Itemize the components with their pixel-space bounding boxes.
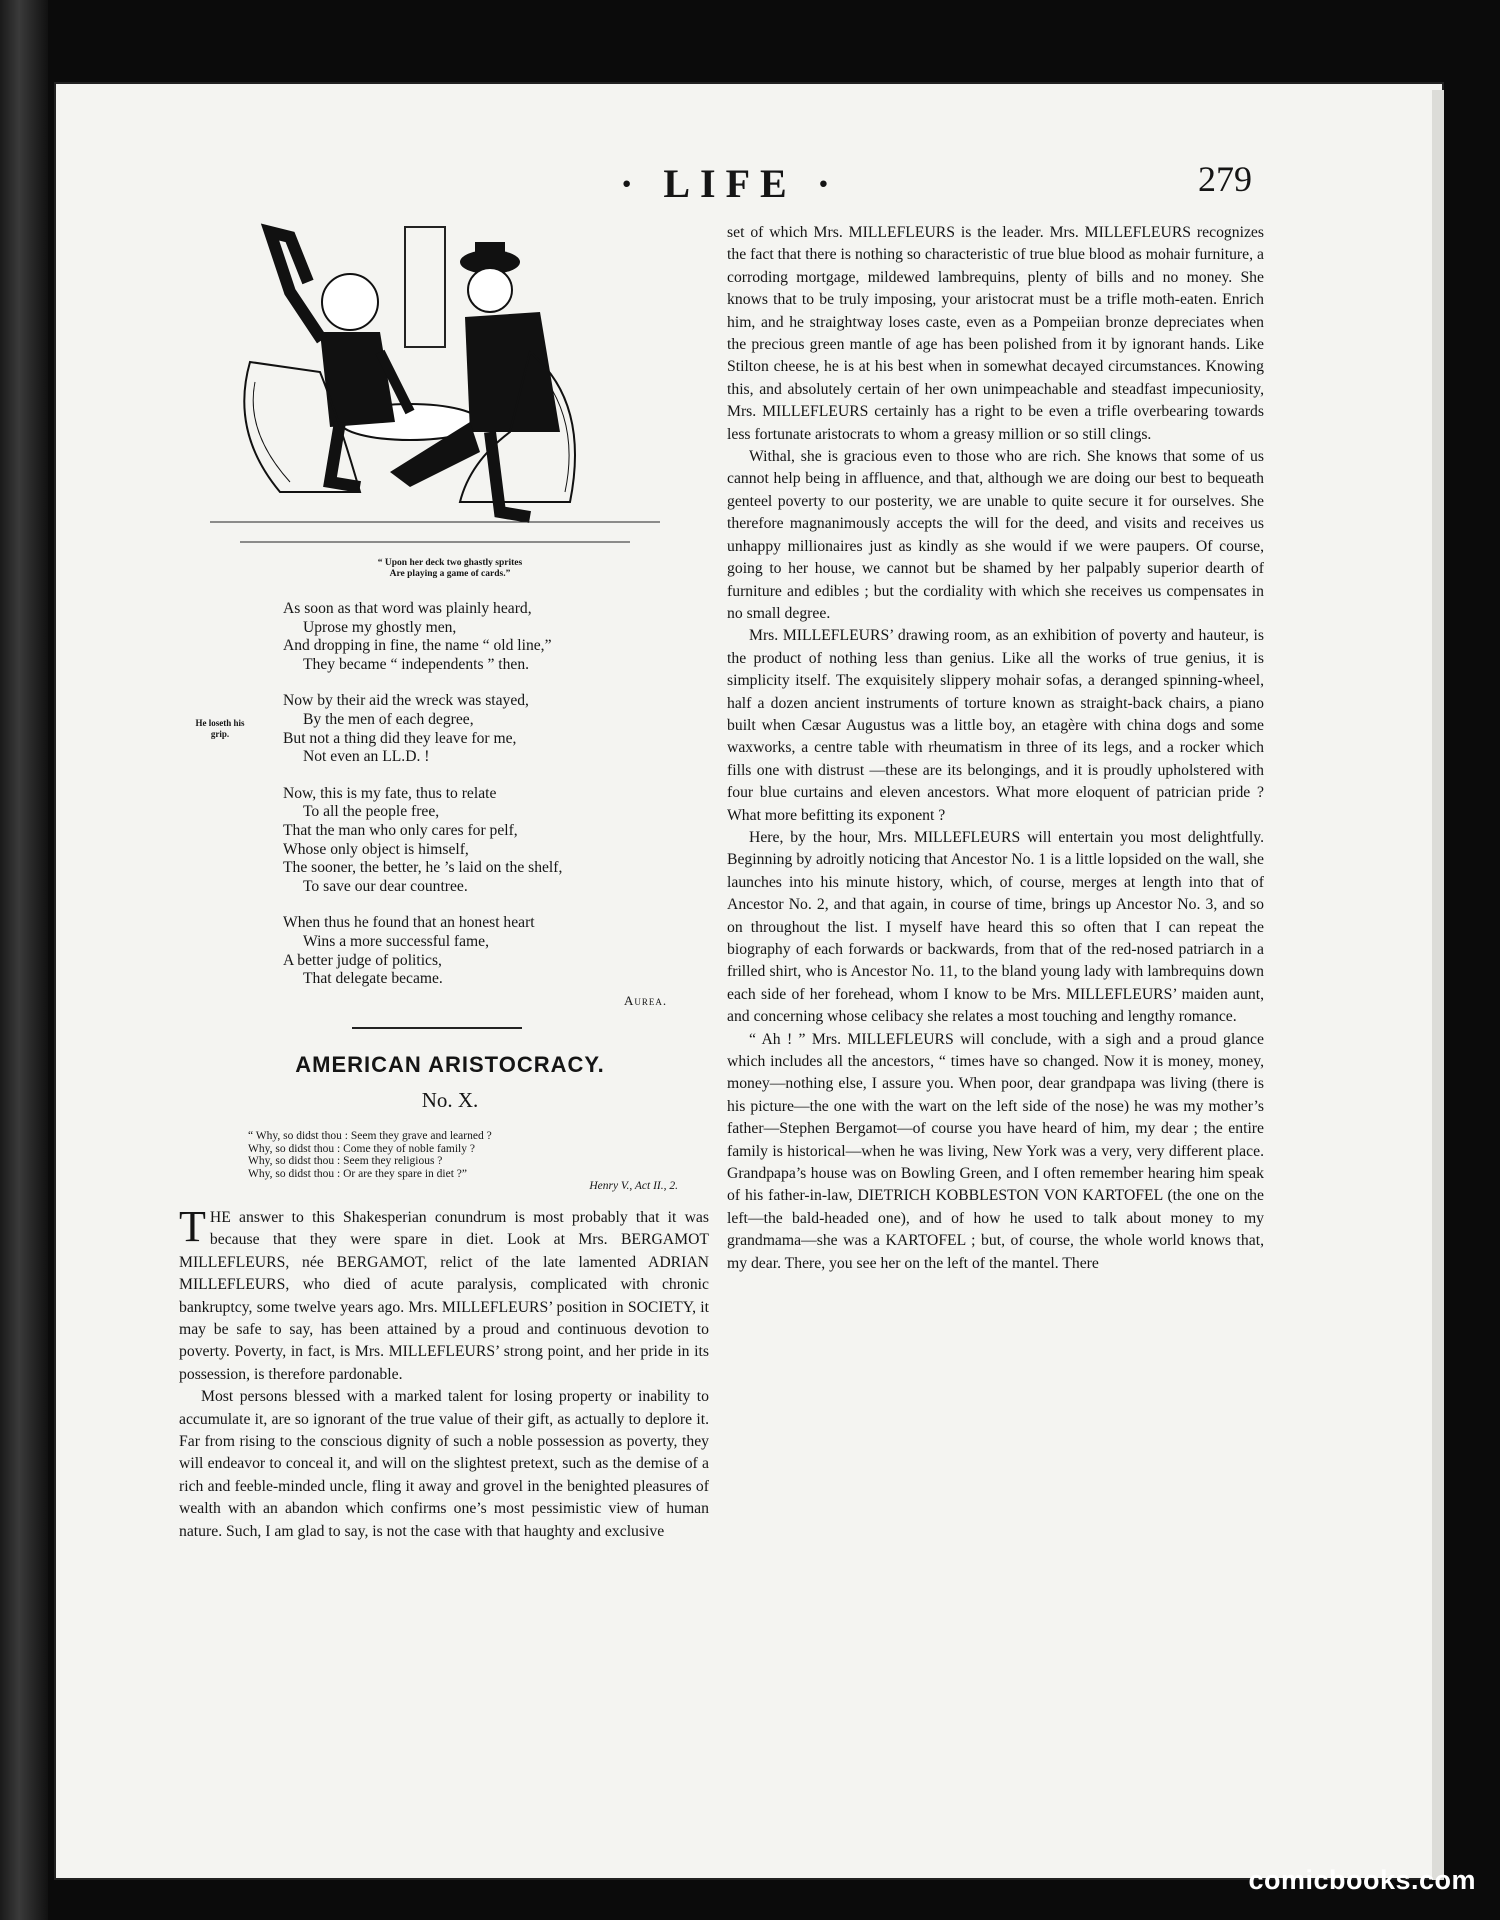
poem-stanza	[283, 785, 693, 897]
site-watermark: comicbooks.com	[1248, 1865, 1476, 1895]
book-spine-edge	[0, 0, 48, 1920]
poem-line: That delegate became.	[303, 970, 443, 988]
poem-line: To all the people free,	[303, 803, 440, 821]
poem-line: They became “ independents ” then.	[303, 655, 530, 673]
poem-line: That the man who only cares for pelf,	[283, 821, 518, 839]
poem-line: Not even an LL.D. !	[303, 748, 430, 766]
article-headline: AMERICAN ARISTOCRACY.	[295, 1052, 605, 1077]
masthead: · LIFE ·	[620, 161, 841, 206]
article-paragraph: Here, by the hour, Mrs. MILLEFLEURS will entertain you most delightfully. Beginning by adroitly noticing that Ancestor No. 1 is a little lopsided on the wall, she launches into his minute history, which, of course, merges at length into that of Ancestor No. 2, and that again, in course of time, brings up Ancestor No. 3, and so on throughout the list. I myself have heard this so often that I can repeat the biography of each forwards or backwards, from that of the red-nosed patriarch in a frilled shirt, who is Ancestor No. 11, to the bland young lady with lambrequins down each side of her forehead, whom I know to be Mrs. MILLEFLEURS’ maiden aunt, and concerning whose celibacy she relates a most touching and lengthy romance.	[727, 828, 1264, 1026]
illustration-caption	[300, 558, 600, 580]
poem-line: By the men of each degree,	[303, 710, 474, 728]
page-number: 279	[1198, 159, 1252, 199]
poem-line: And dropping in fine, the name “ old line,”	[283, 637, 552, 655]
epigraph-line: Why, so didst thou : Or are they spare in diet ?”	[248, 1167, 467, 1180]
section-divider	[352, 1027, 522, 1029]
article-paragraph: “ Ah ! ” Mrs. MILLEFLEURS will conclude, with a sigh and a proud glance which includes all the ancestors, “ times have so changed. Now it is money, money, money—nothing else, I assure you. When poor, dear grandpapa was living (there is his picture—the one with the wart on the left side of the nose) he was my mother’s father—Stephen Bergamot—of course you have heard of him, my dear ; the entire family is historical—when he was living, New York was a very, very different place. Grandpapa’s house was on Bowling Green, and I often remember hearing him speak of his father-in-law, DIETRICH KOBBLESTON VON KARTOFEL (the one on the left—the bald-headed one), and of how he used to talk about money to my grandmama—she was a KARTOFEL ; but, of course, the whole world knows that, my dear. There, you see her on the left of the mantel. There	[727, 1030, 1264, 1272]
article-subhead: No. X.	[421, 1088, 479, 1112]
poem-stanza	[283, 600, 693, 674]
poem-stanza	[283, 914, 693, 988]
poem-line: Whose only object is himself,	[283, 840, 469, 858]
article-paragraph: Withal, she is gracious even to those who are rich. She knows that some of us cannot help being in affluence, and that, although we are doing our best to bequeath genteel poverty to our posterity, we are unable to quite secure it for ourselves. She therefore magnanimously accepts the will for the deed, and visits and receives us unhappy millionaires just as kindly as she would if we were paupers. Of course, going to her house, we cannot but be shamed by her palpably superior dearth of furniture and edibles ; but the cordiality with which she receives us compensates in no small degree.	[727, 448, 1264, 622]
epigraph	[248, 1130, 678, 1193]
article-paragraph: set of which Mrs. MILLEFLEURS is the leader. Mrs. MILLEFLEURS recognizes the fact that there is nothing so characteristic of true blue blood as mohair furniture, a corroding mortgage, mildewed lambrequins, plenty of bills and no money. She knows that to be truly imposing, your aristocrat must be a trifle moth-eaten. Enrich him, and he straightway loses caste, even as a Pompeiian bronze depreciates when the precious green mantle of age has been polished from it by ignorant hands. Like Stilton cheese, he is at his best when in somewhat decayed circumstances. Knowing this, and absolutely certain of her own unimpeachable and steadfast impecuniosity, Mrs. MILLEFLEURS certainly has a right to be even a trifle overbearing towards less fortunate aristocrats to whom a greasy million or so still clings.	[727, 224, 1264, 443]
epigraph-citation: Henry V., Act II., 2.	[589, 1180, 678, 1192]
poem-stanza	[283, 692, 693, 766]
article-column-left	[179, 1202, 709, 1543]
poem-line: A better judge of politics,	[283, 951, 442, 969]
poem-line: Wins a more successful fame,	[303, 932, 489, 950]
poem-line: But not a thing did they leave for me,	[283, 729, 517, 747]
poem-line: As soon as that word was plainly heard,	[283, 600, 532, 617]
margin-note-line: grip.	[210, 729, 230, 739]
paragraph-text: HE answer to this Shakesperian conundrum is most probably that it was because that they were spare in diet. Look at Mrs. BERGAMOT MILLEFLEURS, née BERGAMOT, relict of the late lamented ADRIAN MILLEFLEURS, who died of acute paralysis, complicated with chronic bankruptcy, some twelve years ago. Mrs. MILLEFLEURS’ position in SOCIETY, it may be safe to say, has been attained by a proud and continuous devotion to poverty. Poverty, in fact, is Mrs. MILLEFLEURS’ strong point, and her pride in its possession, is therefore pardonable.	[179, 1209, 709, 1383]
poem-line: Now by their aid the wreck was stayed,	[283, 692, 529, 710]
poem-line: Now, this is my fate, thus to relate	[283, 784, 497, 802]
article-paragraph: Most persons blessed with a marked talent for losing property or inability to accumulate it, are so ignorant of the true value of their gift, as actually to deplore it. Far from rising to the conscious dignity of such a noble possession as poverty, they will endeavor to conceal it, and will on the slightest pretext, such as the demise of a rich and feeble-minded uncle, fling it away and grovel in the benighted pleasures of wealth with an abandon which confirms one’s most pessimistic view of human nature. Such, I am glad to say, is not the case with that haughty and exclusive	[179, 1388, 709, 1540]
poem-line: The sooner, the better, he ’s laid on the shelf,	[283, 859, 563, 877]
poem	[283, 600, 693, 1007]
article-paragraph	[179, 1202, 709, 1386]
poem-line: When thus he found that an honest heart	[283, 914, 535, 932]
poem-line: Uprose my ghostly men,	[303, 618, 457, 636]
drop-cap: T	[179, 1202, 206, 1251]
caption-line: “ Upon her deck two ghastly sprites	[377, 558, 523, 568]
margin-note-line: He loseth his	[195, 718, 245, 728]
article-column-right	[727, 222, 1264, 1275]
epigraph-line: Why, so didst thou : Come they of noble family ?	[248, 1142, 475, 1155]
poem-line: To save our dear countree.	[303, 877, 468, 895]
article-paragraph: Mrs. MILLEFLEURS’ drawing room, as an exhibition of poverty and hauteur, is the product of nothing less than genius. Like all the works of true genius, it is simplicity itself. The exquisitely slippery mohair sofas, a deranged spinning-wheel, half a dozen ancient instruments of torture known as straight-back chairs, a piano built when Cæsar Augustus was a little boy, an etagère with china dogs and some waxworks, a centre table with rheumatism in three of its legs, and a rocker which fills one with distrust —these are its belongings, and it is proudly upholstered with four blue curtains and eleven ancestors. What more eloquent of patrician pride ? What more befitting its exponent ?	[727, 627, 1264, 824]
page-edge	[1432, 90, 1444, 1880]
caption-line: Are playing a game of cards.”	[389, 569, 511, 579]
poem-signature: Aurea.	[624, 993, 668, 1008]
epigraph-line: Why, so didst thou : Seem they religious ?	[248, 1155, 443, 1167]
epigraph-line: “ Why, so didst thou : Seem they grave and learned ?	[248, 1130, 492, 1142]
cartoon-illustration	[210, 222, 660, 557]
margin-note	[180, 718, 260, 740]
